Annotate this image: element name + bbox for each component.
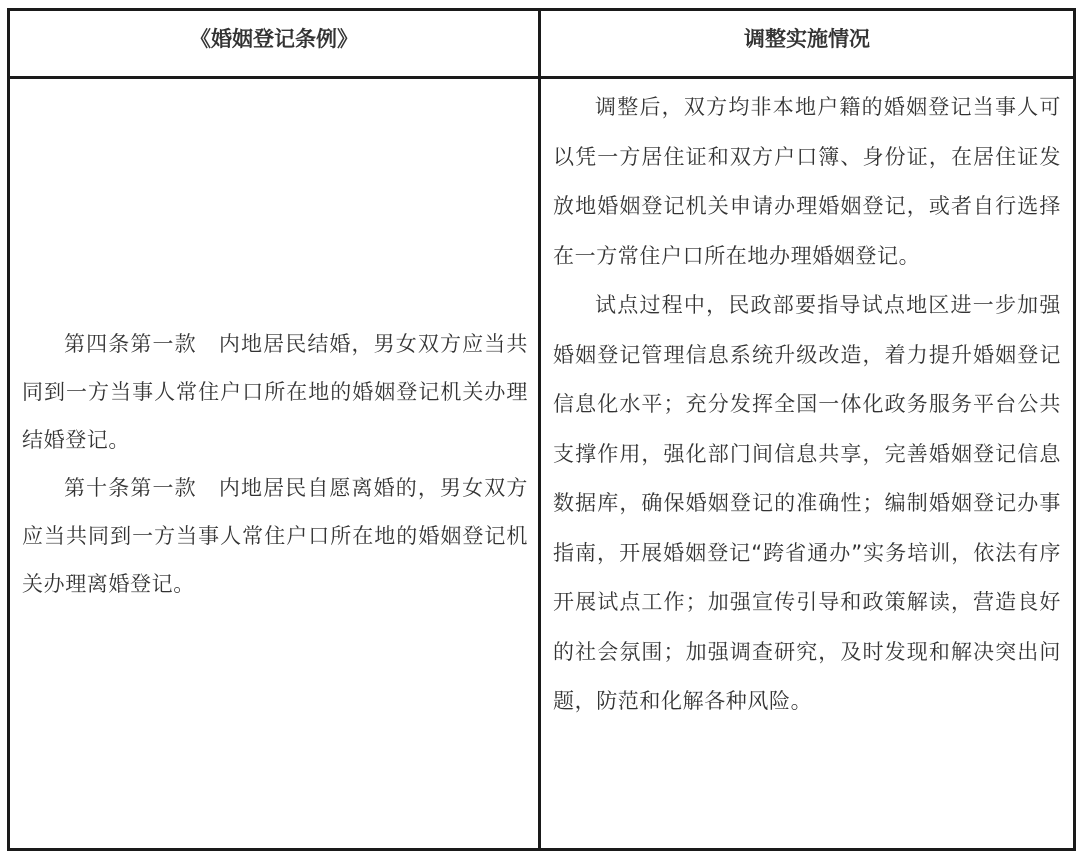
regulation-article-10: 第十条第一款 内地居民自愿离婚的，男女双方应当共同到一方当事人常住户口所在地的婚姻登记机关办理离婚登记。 [22, 475, 528, 596]
table-header-row [9, 10, 1075, 78]
header-regulation: 《婚姻登记条例》 [9, 10, 540, 78]
comparison-table [7, 8, 1076, 851]
adjustment-cell [540, 78, 1075, 850]
adjustment-paragraph-1: 调整后，双方均非本地户籍的婚姻登记当事人可以凭一方居住证和双方户口簿、身份证，在居住证发放地婚姻登记机关申请办理婚姻登记，或者自行选择在一方常住户口所在地办理婚姻登记。 [553, 95, 1061, 268]
header-adjustment: 调整实施情况 [540, 10, 1075, 78]
regulation-cell [9, 78, 540, 850]
adjustment-paragraph-2: 试点过程中，民政部要指导试点地区进一步加强婚姻登记管理信息系统升级改造，着力提升婚姻登记信息化水平；充分发挥全国一体化政务服务平台公共支撑作用，强化部门间信息共享，完善婚姻登记信息数据库，确保婚姻登记的准确性；编制婚姻登记办事指南，开展婚姻登记“跨省通办”实务培训，依法有序开展试点工作；加强宣传引导和政策解读，营造良好的社会氛围；加强调查研究，及时发现和解决突出问题，防范和化解各种风险。 [553, 293, 1061, 713]
table-row [9, 78, 1075, 850]
regulation-article-4: 第四条第一款 内地居民结婚，男女双方应当共同到一方当事人常住户口所在地的婚姻登记机关办理结婚登记。 [22, 331, 528, 452]
